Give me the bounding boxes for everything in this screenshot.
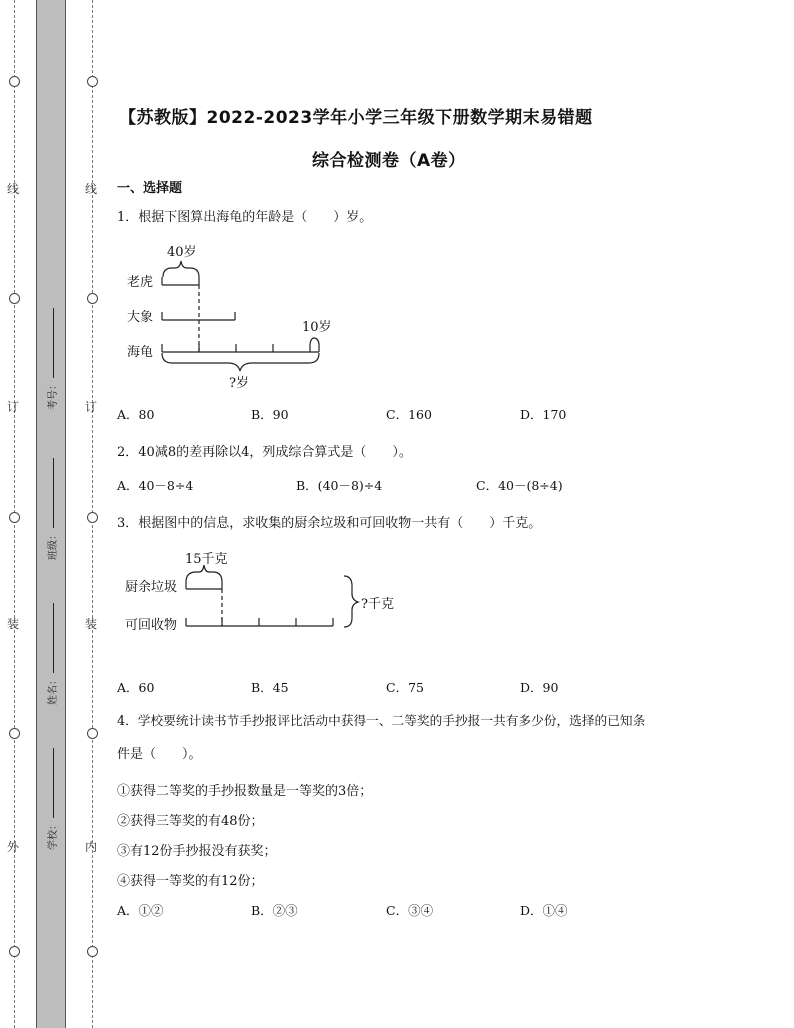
q3-brace-right xyxy=(344,576,358,627)
q1-option-d[interactable]: D．170 xyxy=(520,407,567,422)
q1-option-c[interactable]: C．160 xyxy=(386,407,432,422)
q3-brace-top xyxy=(186,565,222,582)
q3-label-recyclable: 可回收物 xyxy=(125,618,178,633)
margin-char-zhuang-inner: 装 xyxy=(85,617,98,631)
q4-option-a[interactable]: A．①② xyxy=(117,903,164,918)
q1-label-turtle: 海龟 xyxy=(127,345,154,360)
field-exam-number: 考号： xyxy=(44,308,59,410)
q3-label-kitchen: 厨余垃圾 xyxy=(125,580,178,595)
margin-char-wai: 外 xyxy=(7,840,20,854)
q2-option-b[interactable]: B．(40－8)÷4 xyxy=(296,478,383,493)
q4-option-d[interactable]: D．①④ xyxy=(520,903,568,918)
q1-option-a[interactable]: A．80 xyxy=(117,407,155,422)
margin-char-nei-inner: 内 xyxy=(85,840,98,854)
q3-label-unknown: ?千克 xyxy=(361,597,394,612)
q2-option-c[interactable]: C．40－(8÷4) xyxy=(476,478,563,493)
field-school: 学校： xyxy=(44,748,59,850)
section-heading: 一、选择题 xyxy=(117,181,183,196)
question-2: 2．40减8的差再除以4，列成综合算式是（ ）。 xyxy=(117,445,412,460)
field-name: 姓名： xyxy=(44,603,59,705)
q4-condition-3: ③有12份手抄报没有获奖； xyxy=(117,844,277,859)
question-4-line1: 4．学校要统计读书节手抄报评比活动中获得一、二等奖的手抄报一共有多少份，选择的已知条 xyxy=(117,713,646,728)
page-title: 【苏教版】2022-2023学年小学三年级下册数学期末易错题 xyxy=(119,108,593,128)
margin-char-xian-inner: 线 xyxy=(85,182,98,196)
q3-option-c[interactable]: C．75 xyxy=(386,680,424,695)
q1-label-tiger: 老虎 xyxy=(127,275,154,290)
q3-option-d[interactable]: D．90 xyxy=(520,680,559,695)
q1-label-unknown: ?岁 xyxy=(229,376,249,391)
q4-option-b[interactable]: B．②③ xyxy=(251,903,298,918)
q4-condition-1: ①获得二等奖的手抄报数量是一等奖的3倍； xyxy=(117,784,373,799)
margin-char-ding: 订 xyxy=(7,400,20,414)
q4-condition-4: ④获得一等奖的有12份； xyxy=(117,874,264,889)
question-4-line2: 件是（ ）。 xyxy=(117,747,202,762)
q1-label-40: 40岁 xyxy=(167,245,197,260)
q1-label-elephant: 大象 xyxy=(127,310,154,325)
q4-option-c[interactable]: C．③④ xyxy=(386,903,434,918)
margin-char-zhuang: 装 xyxy=(7,617,20,631)
q3-option-b[interactable]: B．45 xyxy=(251,680,289,695)
q3-label-15: 15千克 xyxy=(185,552,228,567)
field-class: 班级： xyxy=(44,458,59,560)
q3-option-a[interactable]: A．60 xyxy=(117,680,155,695)
margin-char-xian: 线 xyxy=(7,182,20,196)
q2-option-a[interactable]: A．40－8÷4 xyxy=(117,478,194,493)
question-3: 3．根据图中的信息，求收集的厨余垃圾和可回收物一共有（ ）千克。 xyxy=(117,516,542,531)
q4-condition-2: ②获得三等奖的有48份； xyxy=(117,814,264,829)
q1-label-10: 10岁 xyxy=(302,320,332,335)
question-1: 1．根据下图算出海龟的年龄是（ ）岁。 xyxy=(117,210,373,225)
margin-char-ding-inner: 订 xyxy=(85,400,98,414)
q1-option-b[interactable]: B．90 xyxy=(251,407,289,422)
page-subtitle: 综合检测卷（A卷） xyxy=(312,151,466,171)
